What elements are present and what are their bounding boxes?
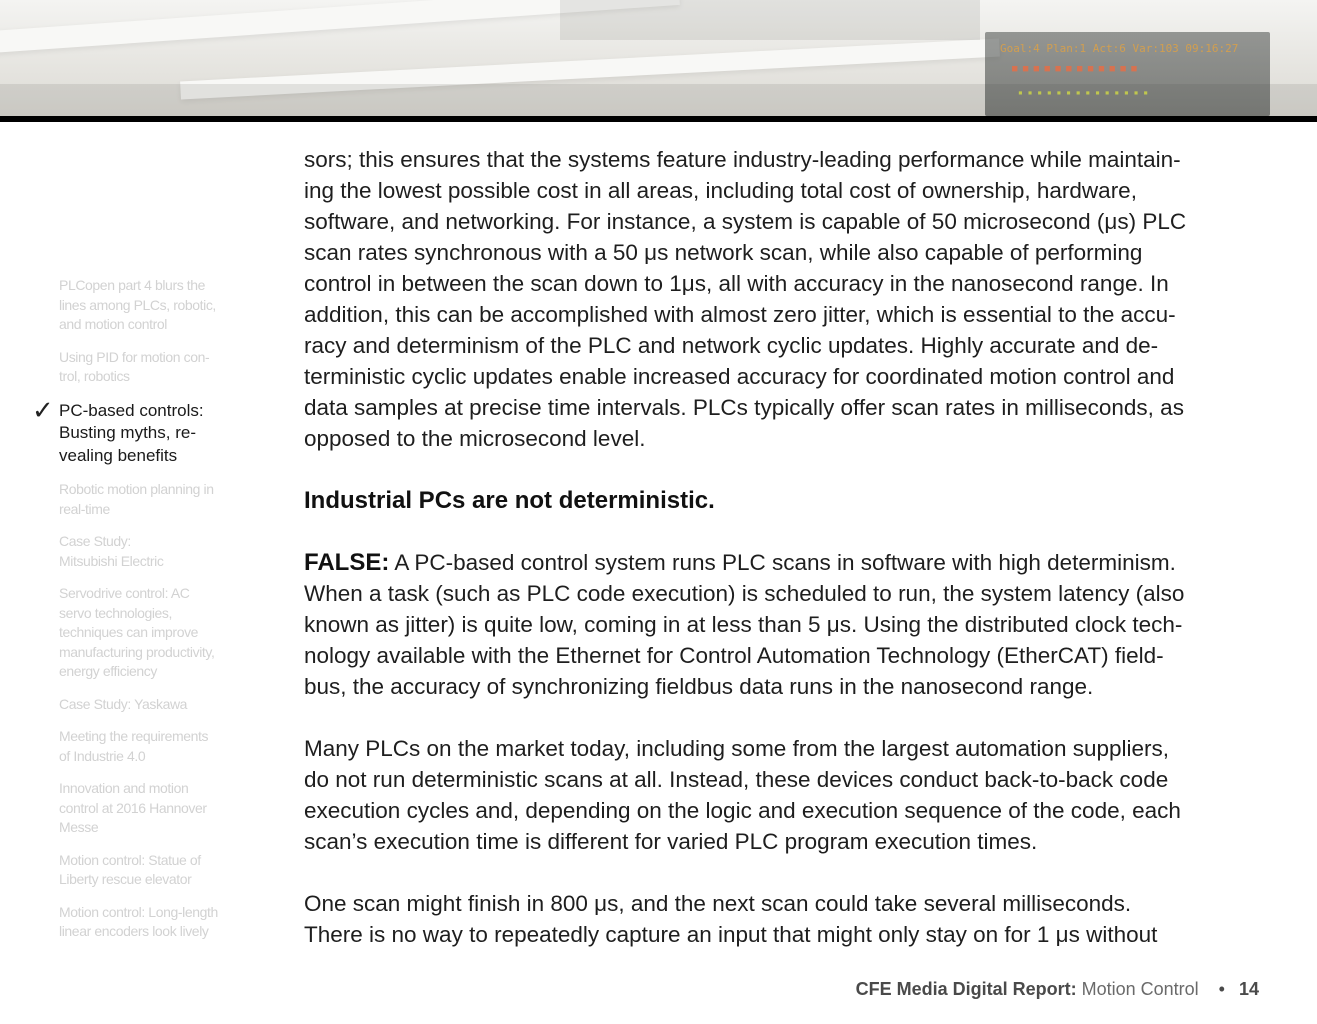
display-board-text: ▪ ▪ ▪ ▪ ▪ ▪ ▪ ▪ ▪ ▪ ▪ ▪ ▪ ▪ [1018,88,1149,97]
toc-item-label: Servodrive control: AC servo technologies, techniques can improve manufacturing productivity, energy efficiency [59,585,215,679]
ceiling-shadow [560,0,980,40]
section-heading: Industrial PCs are not deterministic. [304,487,715,514]
header-photo-banner [0,0,1317,116]
toc-item-mitsubishi[interactable] [32,532,242,571]
footer-section: Motion Control [1076,979,1199,999]
toc-item-label: Case Study: Yaskawa [59,695,188,712]
toc-item-statue-of-liberty[interactable] [32,851,242,890]
toc-item-label: Motion control: Statue of Liberty rescue elevator [59,851,201,887]
toc-item-servodrive[interactable] [32,584,242,682]
article-body [304,144,1264,981]
toc-item-label: Meeting the requirements of Industrie 4.0 [59,728,209,764]
toc-item-robotic-motion[interactable] [32,480,242,519]
display-board-text: ■ ■ ■ ■ ■ ■ ■ ■ ■ ■ ■ ■ [1012,64,1137,74]
toc-item-hannover-messe[interactable] [32,779,242,838]
toc-item-pid[interactable] [32,348,242,387]
footer-bullet: • [1218,979,1225,999]
footer-publication: CFE Media Digital Report: [855,979,1077,999]
toc-item-linear-encoders[interactable] [32,903,242,942]
toc-item-yaskawa[interactable] [32,695,242,715]
display-board-text: Goal:4 Plan:1 Act:6 Var:103 09:16:27 [1000,42,1239,55]
body-paragraph: sors; this ensures that the systems feature industry-leading performance while maintain- ing the lowest possible cost in all areas, including total cost of ownership, hardware, software, and networking. For instance, a system is capable of 50 microsecond (μs) PLC scan rates synchronous with a 50 μs network scan, while also capable of performing control in between the scan down to 1μs, all with accuracy in the nanosecond range. In addition, this can be accomplished with almost zero jitter, which is essential to the accu- racy and determinism of the PLC and network cyclic updates. Highly accurate and de- terministic cyclic updates enable increased accuracy for coordinated motion control and data samples at precise time intervals. PLCs typically offer scan rates in milliseconds, as opposed to the microsecond level. [304,147,1187,451]
body-text: A PC-based control system runs PLC scans in software with high determinism. When a task (such as PLC code execution) is scheduled to run, the system latency (also known as jitter) is quite low, coming in at less than 5 μs. Using the distributed clock tech- nology available with the Ethernet for Control Automation Technology (EtherCAT) field- bus, the accuracy of synchronizing fieldbus data runs in the nanosecond range. [304,550,1185,699]
toc-item-label: Innovation and motion control at 2016 Hannover Messe [59,780,207,835]
checkmark-icon: ✓ [32,394,54,425]
page-number: 14 [1238,979,1259,999]
toc-item-plcopen[interactable] [32,276,242,335]
toc-item-label: Using PID for motion con- trol, robotics [59,348,210,384]
toc-item-label: Robotic motion planning in real-time [59,481,214,517]
body-paragraph [304,547,1264,702]
toc-item-label: PC-based controls: Busting myths, re- vealing benefits [59,400,204,465]
body-paragraph: One scan might finish in 800 μs, and the next scan could take several milliseconds. There is no way to repeatedly capture an input that might only stay on for 1 μs without [304,891,1158,947]
toc-item-label: Motion control: Long-length linear encoders look lively [59,903,218,939]
false-label: FALSE: [304,549,390,576]
toc-item-industrie-4[interactable] [32,727,242,766]
header-rule [0,116,1317,122]
page-footer [856,979,1259,1000]
toc-item-pc-based-controls[interactable] [32,394,242,468]
table-of-contents [32,276,242,955]
toc-item-label: PLCopen part 4 blurs the lines among PLCs, robotic, and motion control [59,277,216,332]
body-paragraph: Many PLCs on the market today, including some from the largest automation suppliers, do not run deterministic scans at all. Instead, these devices conduct back-to-back code execution cycles and, depending on the logic and execution sequence of the code, each scan’s execution time is different for varied PLC program execution times. [304,736,1181,854]
toc-item-label: Case Study: Mitsubishi Electric [59,533,164,569]
